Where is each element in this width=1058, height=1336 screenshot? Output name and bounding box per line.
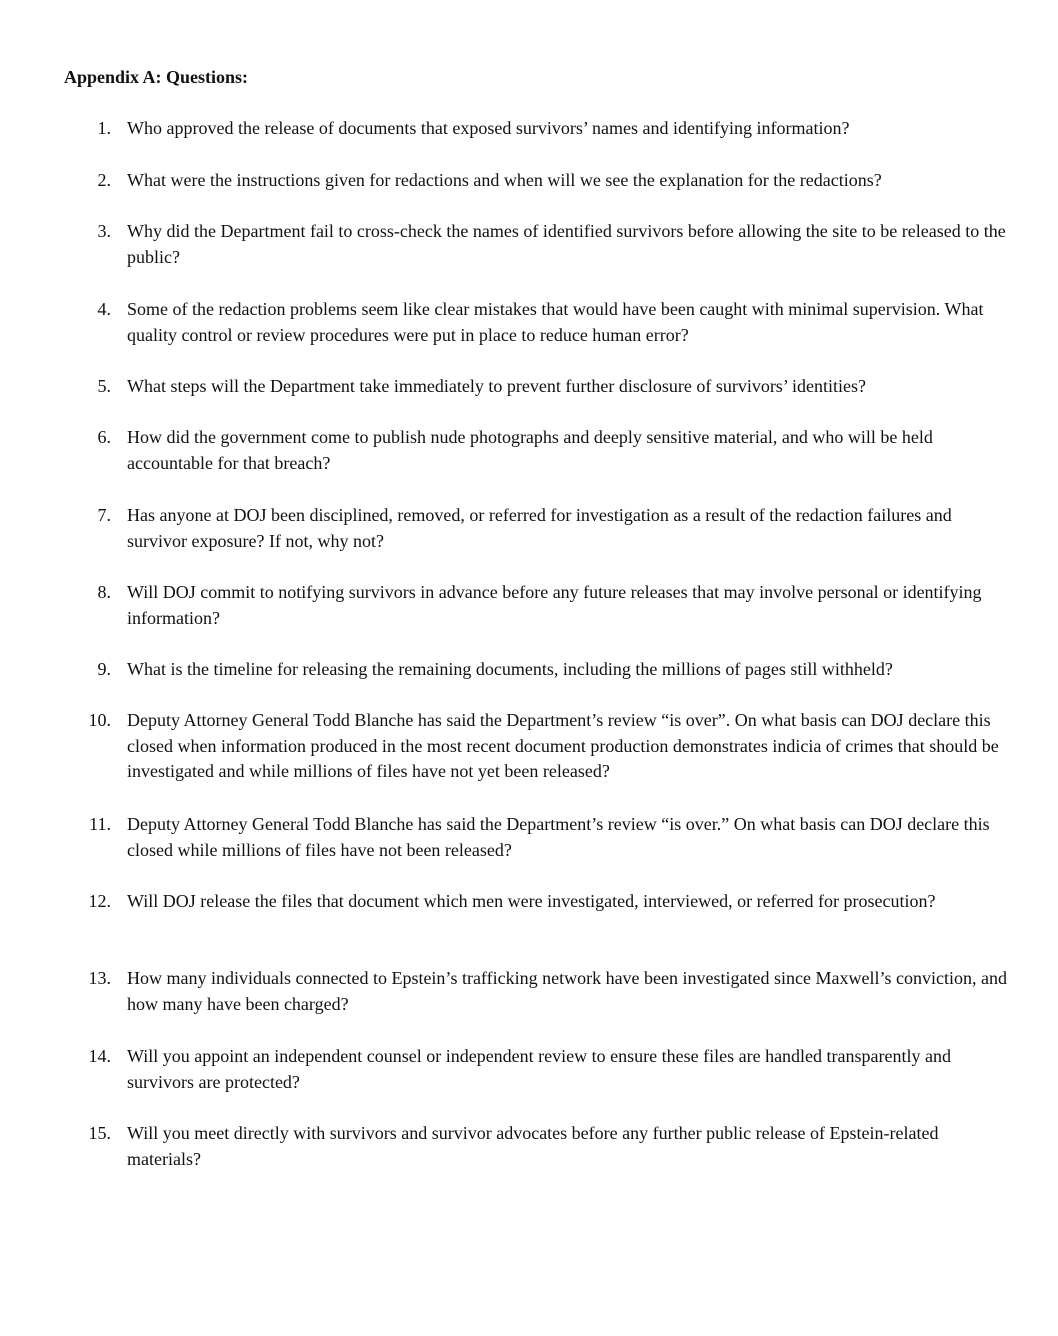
question-number: 14.: [88, 1046, 111, 1066]
question-text: Who approved the release of documents that exposed survivors’ names and identifying information?: [127, 118, 850, 138]
question-number: 5.: [97, 376, 111, 396]
question-number: 2.: [97, 170, 111, 190]
question-text: Will DOJ release the files that document which men were investigated, interviewed, or referred for prosecution?: [127, 891, 936, 911]
question-text: What were the instructions given for redactions and when will we see the explanation for the redactions?: [127, 170, 882, 190]
question-number: 1.: [97, 118, 111, 138]
question-text: Why did the Department fail to cross-check the names of identified survivors before allowing the site to be released to the public?: [127, 221, 1006, 267]
question-number: 12.: [88, 891, 111, 911]
question-number: 9.: [97, 659, 111, 679]
question-text: What is the timeline for releasing the remaining documents, including the millions of pages still withheld?: [127, 659, 893, 679]
question-text: Deputy Attorney General Todd Blanche has said the Department’s review “is over”. On what basis can DOJ declare this closed when information produced in the most recent document production demonstrates indicia of crimes that should be investigated and while millions of files have not yet been released?: [127, 710, 999, 781]
question-text: Some of the redaction problems seem like clear mistakes that would have been caught with minimal supervision. What quality control or review procedures were put in place to reduce human error?: [127, 299, 984, 345]
question-text: Deputy Attorney General Todd Blanche has said the Department’s review “is over.” On what basis can DOJ declare this closed while millions of files have not been released?: [127, 814, 990, 860]
question-number: 10.: [88, 710, 111, 730]
question-text: How did the government come to publish nude photographs and deeply sensitive material, and who will be held accountable for that breach?: [127, 427, 933, 473]
question-text: Has anyone at DOJ been disciplined, removed, or referred for investigation as a result of the redaction failures and survivor exposure? If not, why not?: [127, 505, 952, 551]
question-number: 6.: [97, 427, 111, 447]
question-number: 8.: [97, 582, 111, 602]
appendix-heading: Appendix A: Questions:: [64, 67, 249, 87]
question-number: 4.: [97, 299, 111, 319]
question-text: Will DOJ commit to notifying survivors in advance before any future releases that may involve personal or identifying information?: [127, 582, 982, 628]
question-text: How many individuals connected to Epstein’s trafficking network have been investigated since Maxwell’s conviction, and how many have been charged?: [127, 968, 1007, 1014]
question-text: Will you meet directly with survivors and survivor advocates before any further public release of Epstein-related materials?: [127, 1123, 939, 1169]
question-number: 11.: [89, 814, 111, 834]
question-number: 15.: [88, 1123, 111, 1143]
question-number: 3.: [97, 221, 111, 241]
question-number: 13.: [88, 968, 111, 988]
question-number: 7.: [97, 505, 111, 525]
question-text: Will you appoint an independent counsel or independent review to ensure these files are handled transparently and survivors are protected?: [127, 1046, 952, 1092]
question-text: What steps will the Department take immediately to prevent further disclosure of survivors’ identities?: [127, 376, 866, 396]
